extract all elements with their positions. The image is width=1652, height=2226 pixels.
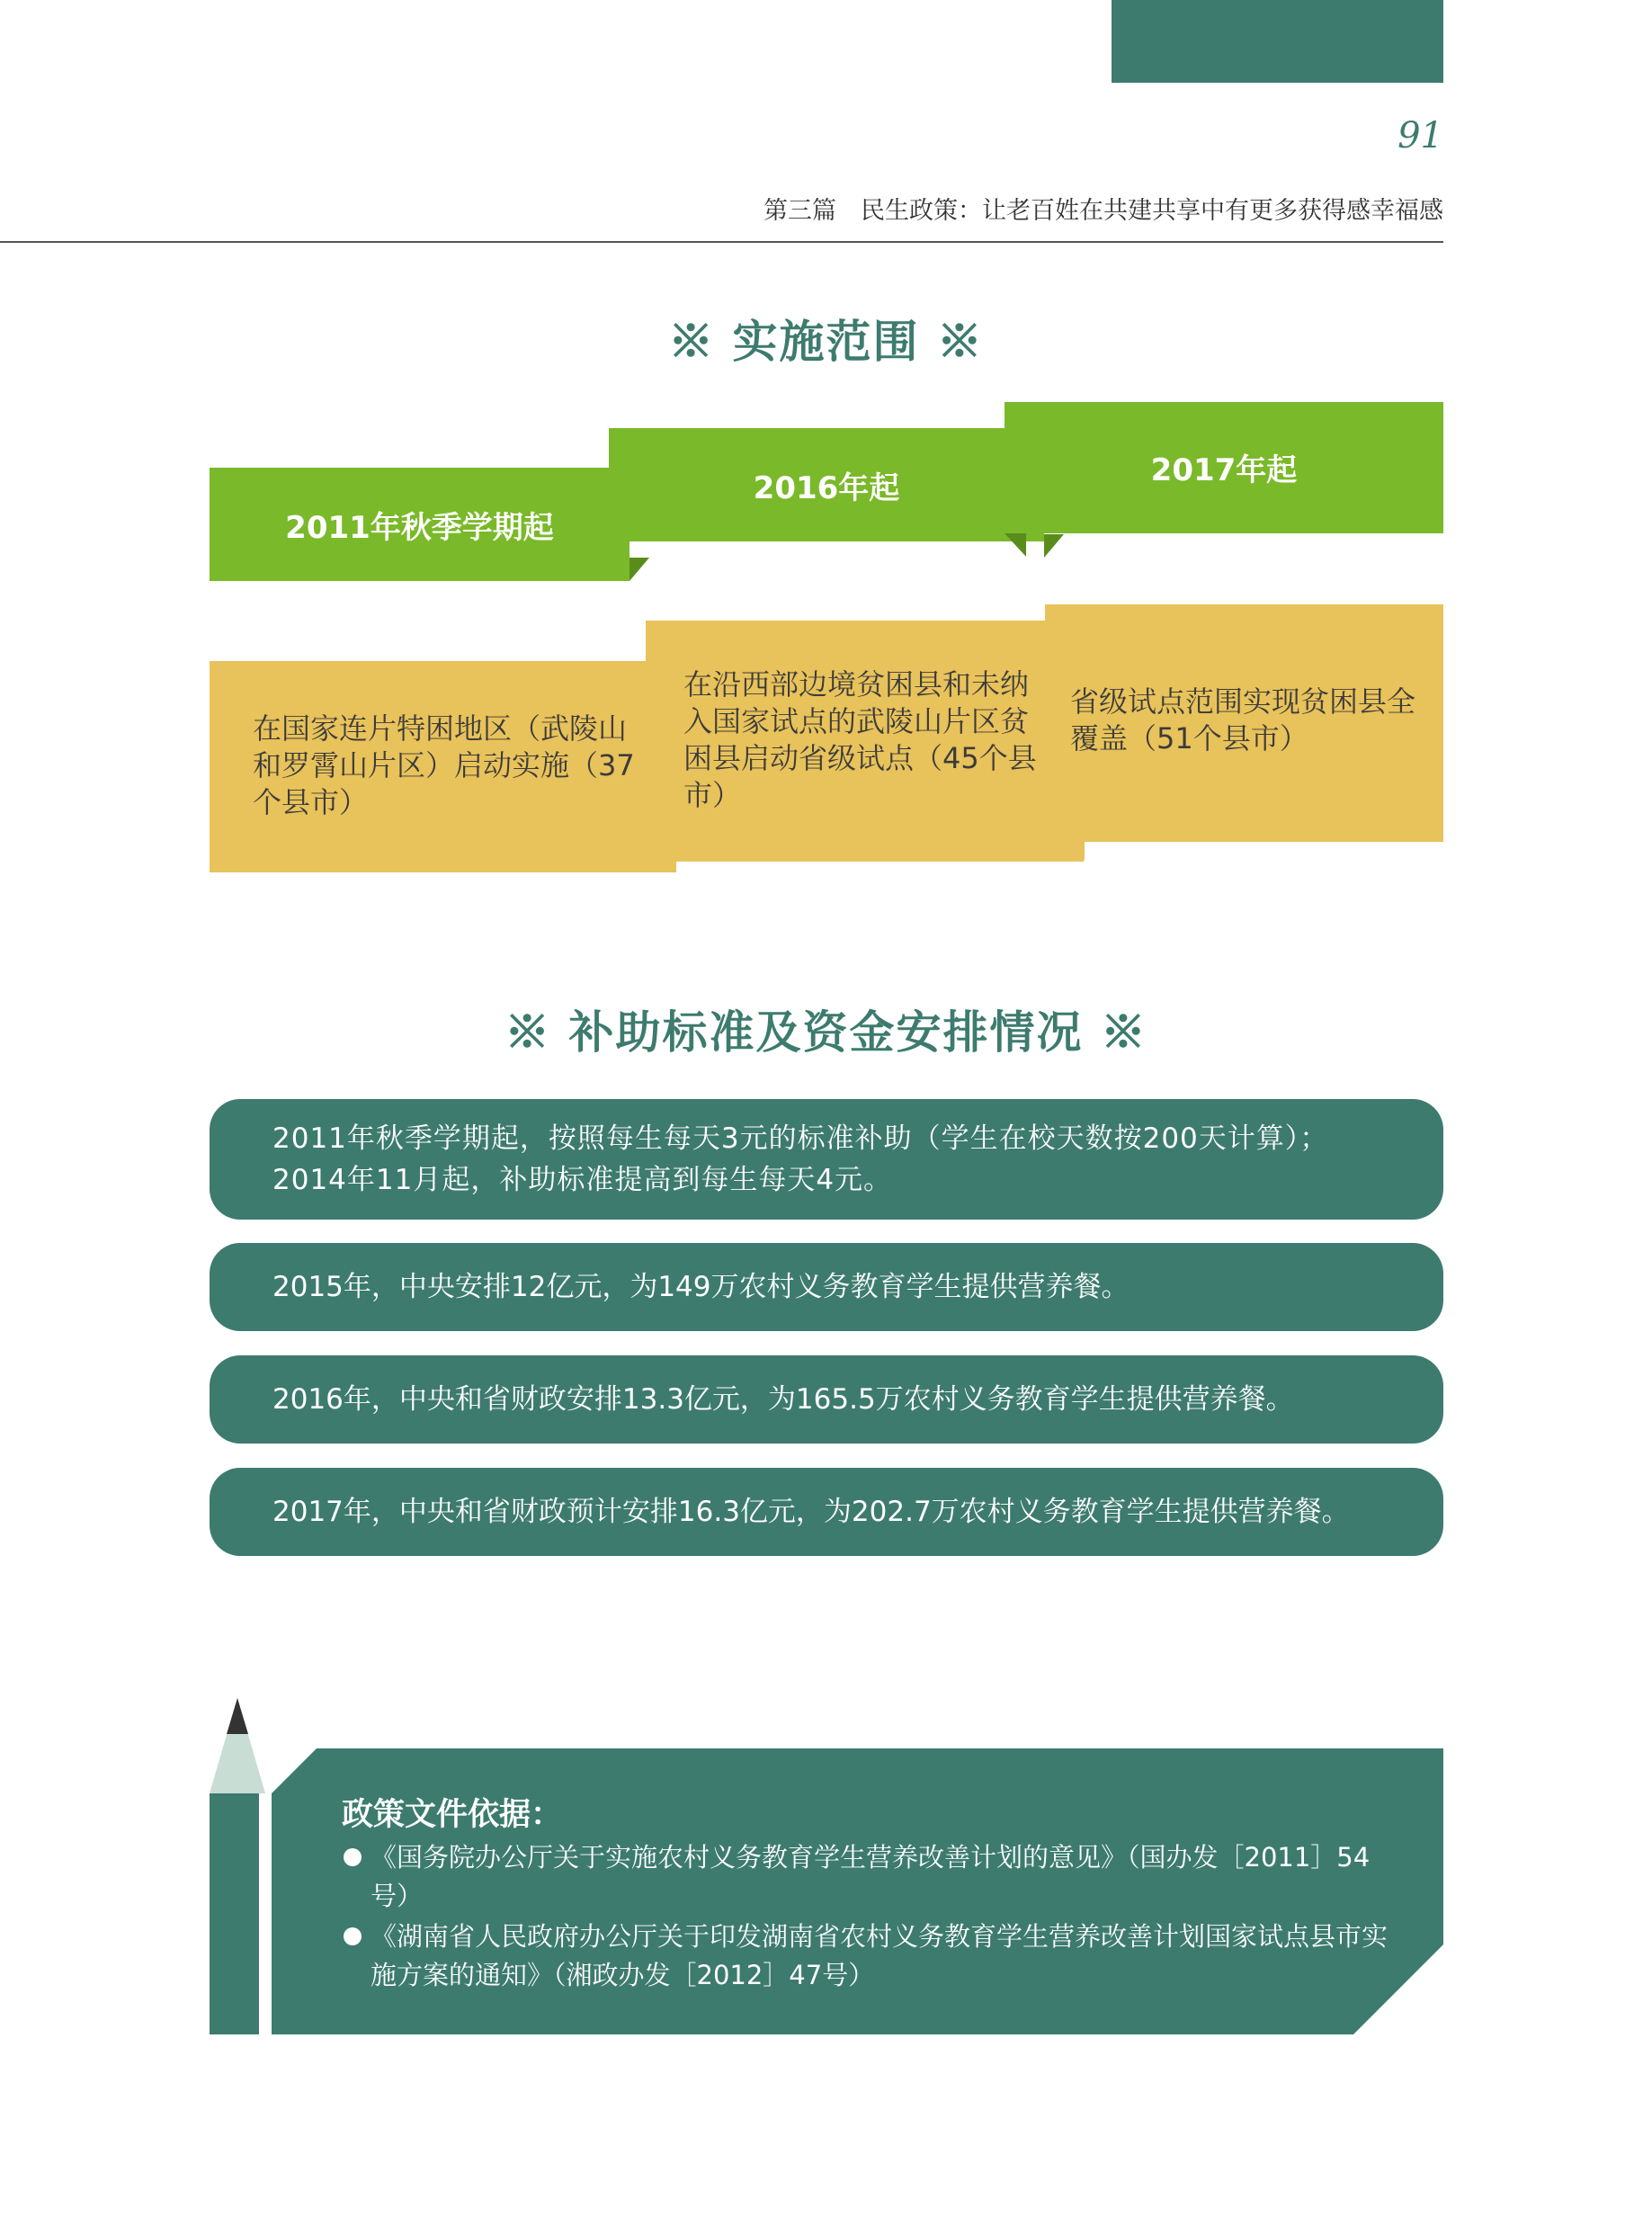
stage-3-label-text: 2017年起 [1150,452,1298,488]
policy-title: 政策文件依据： [342,1797,563,1833]
stage-2-label-text: 2016年起 [753,469,900,506]
stage-1-label-text: 2011年秋季学期起 [285,509,554,546]
funding-item-4 [210,1468,1443,1556]
stage-3-fold [1005,533,1026,557]
funding-item-1-text: 2011年秋季学期起，按照每生每天3元的标准补助（学生在校天数按200天计算）；2014年11月起，补助标准提高到每生每天4元。 [272,1122,1329,1196]
policy-doc-item [344,1838,1405,1916]
funding-item-2 [210,1243,1443,1331]
policy-notch [272,1748,317,1793]
stage-1-text: 在国家连片特困地区（武陵山和罗霄山片区）启动实施（37个县市） [253,711,635,819]
stage-1-card [210,661,670,870]
header-rule [0,241,1443,243]
funding-item-4-text: 2017年，中央和省财政预计安排16.3亿元，为202.7万农村义务教育学生提供营养餐。 [272,1496,1350,1528]
pencil-icon [210,1793,265,2034]
funding-item-3-text: 2016年，中央和省财政安排13.3亿元，为165.5万农村义务教育学生提供营养餐。 [272,1383,1294,1416]
funding-item-3 [210,1355,1443,1444]
pencil-tip-icon [227,1698,248,1734]
running-head: 第三篇 民生政策：让老百姓在共建共享中有更多获得感幸福感 [763,197,1443,225]
funding-section-title: ※ 补助标准及资金安排情况 ※ [505,1006,1147,1059]
stage-3-text: 省级试点范围实现贫困县全覆盖（51个县市） [1070,684,1416,755]
policy-doc-item [344,1918,1405,1995]
scope-section-title: ※ 实施范围 ※ [668,315,984,368]
page-number: 91 [1398,115,1443,156]
stage-2-card [646,621,1085,860]
stage-3-card [1045,604,1443,842]
stage-1-label [210,468,630,581]
bullet-icon [344,1927,362,1945]
policy-doc-list [344,1838,1405,1997]
stage-2-label [609,428,1044,541]
policy-doc-2: 《湖南省人民政府办公厅关于印发湖南省农村义务教育学生营养改善计划国家试点县市实施方案的通知》（湘政办发［2012］47号） [371,1921,1389,1990]
stage-3-label [1005,402,1443,533]
funding-item-1 [210,1099,1443,1220]
header-accent-bar [1112,0,1443,83]
stage-1-fold [630,558,649,581]
stage-2-text: 在沿西部边境贫困县和未纳入国家试点的武陵山片区贫困县启动省级试点（45个县市） [683,667,1037,812]
stage-2-fold [1044,534,1064,558]
funding-item-2-text: 2015年，中央安排12亿元，为149万农村义务教育学生提供营养餐。 [272,1271,1130,1303]
policy-doc-1: 《国务院办公厅关于实施农村义务教育学生营养改善计划的意见》（国办发［2011］54号） [371,1842,1371,1911]
bullet-icon [344,1848,362,1866]
pencil-divider [259,1793,265,2034]
